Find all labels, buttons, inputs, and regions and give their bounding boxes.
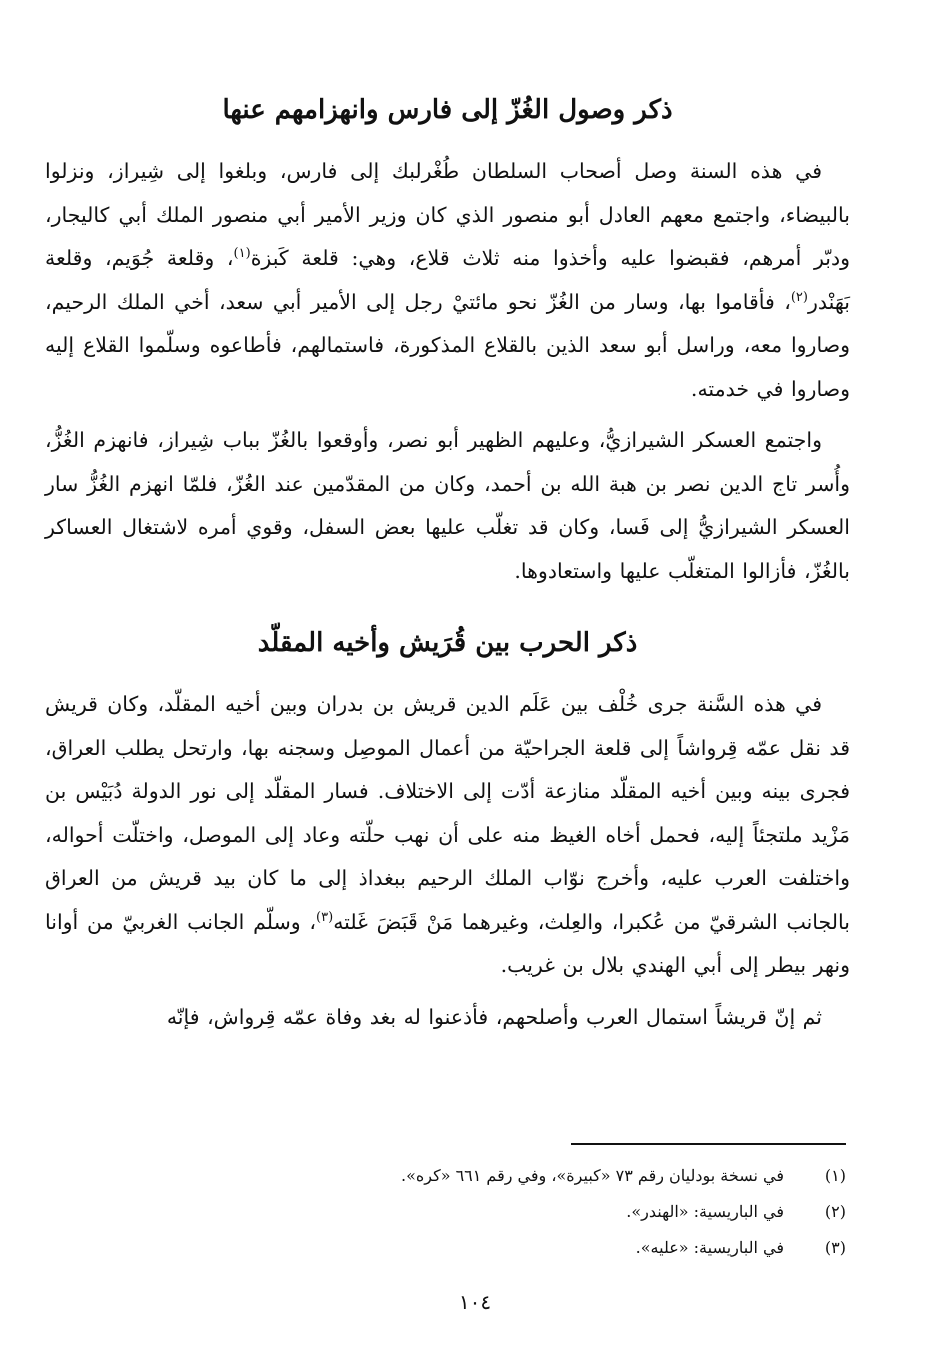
footnote-number: (١) xyxy=(824,1166,846,1185)
footnote-text: في الباريسية: «الهندر». xyxy=(626,1202,784,1221)
footnote-ref-1: (١) xyxy=(233,246,251,262)
page-number: ١٠٤ xyxy=(458,1290,492,1314)
footnote-text: في الباريسية: «عليه». xyxy=(635,1238,784,1257)
section-1-body xyxy=(45,150,850,593)
footnote-number: (٢) xyxy=(824,1202,846,1221)
footnote-number: (٣) xyxy=(824,1238,846,1257)
section-1-paragraph-2: واجتمع العسكر الشيرازيُّ، وعليهم الظهير أبو نصر، وأوقعوا بالغُزّ بباب شِيراز، فانهزم الغُزُّ، وأُسر تاج الدين نصر بن هبة الله بن أحمد، وكان من المقدّمين عند الغُزّ، فلمّا انهزم الغُزُّ سار العسكر الشيرازيُّ إلى فَسا، وكان قد تغلّب عليها بعض السفل، وقوي أمره لاشتغال العساكر بالغُزّ، فأزالوا المتغلّب عليها واستعادوها. xyxy=(45,428,850,583)
section-1-paragraph-1-text-a: في هذه السنة وصل أصحاب السلطان طُغْرلبك إلى فارس، وبلغوا إلى شِيراز، ونزلوا بالبيضاء، واجتمع معهم العادل أبو منصور الذي كان وزير الأمير أبي منصور الملك أبي كاليجار، ودبّر أمرهم، فقبضوا عليه وأخذوا منه ثلاث قلاع، وهي: قلعة كَبزة xyxy=(45,159,850,270)
footnote-ref-2: (٢) xyxy=(790,289,808,305)
section-2-heading: ذكر الحرب بين قُرَيش وأخيه المقلّد xyxy=(257,628,638,658)
footnote-divider xyxy=(571,1143,846,1145)
section-1-paragraph-1-text-b: ، وقلعة جُوَيم، وقلعة بَهَنْدر xyxy=(45,246,850,314)
section-2-paragraph-1-text-a: في هذه السَّنة جرى خُلْف بين عَلَم الدين قريش بن بدران وبين أخيه المقلّد، وكان قريش قد نقل عمّه قِرواشاً إلى قلعة الجراحيّة من أعمال الموصِل وسجنه بها، وارتحل يطلب العراق، فجرى بينه وبين أخيه المقلّد منازعة أدّت إلى الاختلاف. فسار المقلّد إلى نور الدولة دُبَيْس بن مَزْيد ملتجئاً إليه، فحمل أخاه الغيظ منه على أن نهب حلّته وعاد إلى الموصل، واختلّت أحواله، واختلفت العرب عليه، وأخرج نوّاب الملك الرحيم ببغداذ إلى ما كان بيد قريش من العراق بالجانب الشرقيّ من عُكبرا، والعِلث، وغيرهما مَنْ قَبَضَ غَلته xyxy=(45,692,850,934)
section-1-paragraph-1-text-c: ، فأقاموا بها، وسار من الغُزّ نحو مائتيْ رجل إلى الأمير أبي سعد، أخي الملك الرحيم، وصاروا معه، وراسل أبو سعد الذين بالقلاع المذكورة، فاستمالهم، فأطاعوه وسلّموا القلاع إليه وصاروا في خدمته. xyxy=(45,289,850,401)
footnote-3 xyxy=(45,1230,846,1266)
footnote-ref-3: (٣) xyxy=(316,909,334,925)
section-2-body xyxy=(45,683,850,1039)
section-2-paragraph-1-text-b: ، وسلّم الجانب الغربيّ من أوانا ونهر بيطر إلى أبي الهندي بلال بن غريب. xyxy=(45,909,850,977)
section-1-heading: ذكر وصول الغُزّ إلى فارس وانهزامهم عنها xyxy=(222,95,673,125)
footnote-2 xyxy=(45,1194,846,1230)
footnotes xyxy=(45,1158,846,1266)
section-2-paragraph-2: ثم إنّ قريشاً استمال العرب وأصلحهم، فأذعنوا له بغد وفاة عمّه قِرواش، فإنّه xyxy=(166,1004,822,1029)
section-1-paragraph-1 xyxy=(45,150,850,411)
footnote-1 xyxy=(45,1158,846,1194)
section-2-paragraph-1 xyxy=(45,683,850,988)
footnote-text: في نسخة بودليان رقم ٧٣ «كبيرة»، وفي رقم ٦٦١ «كره». xyxy=(400,1166,784,1185)
